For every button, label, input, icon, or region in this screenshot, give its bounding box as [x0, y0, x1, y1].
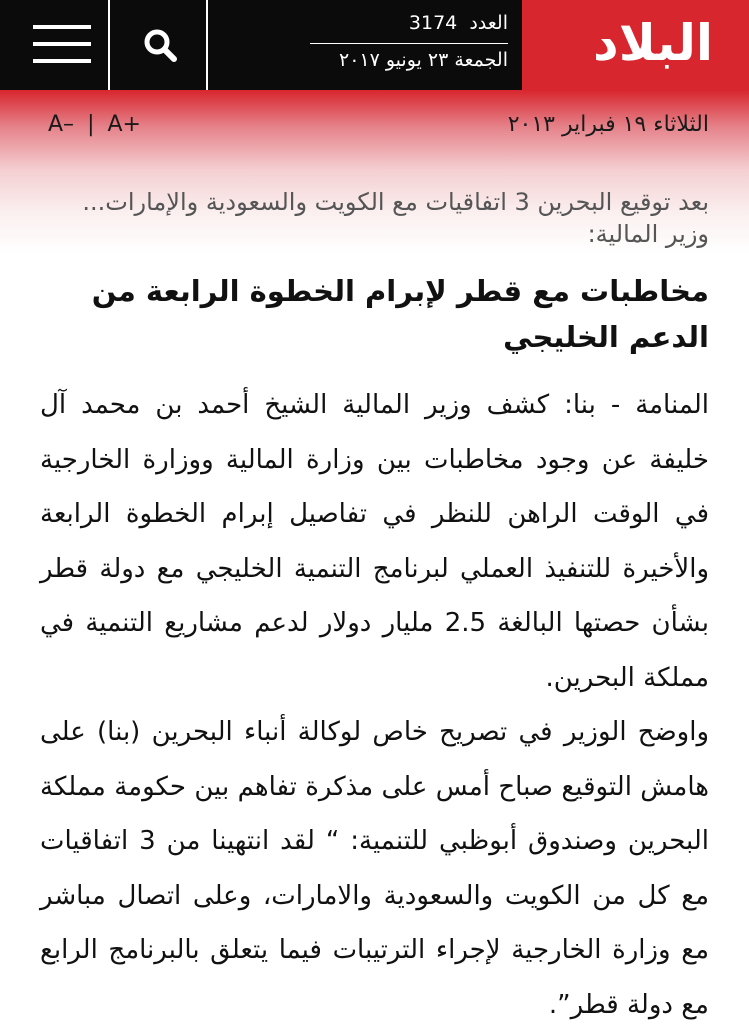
font-decrease-button[interactable]: A– — [48, 112, 75, 137]
font-size-separator: | — [87, 112, 95, 137]
top-header-bar — [0, 0, 749, 90]
article-date: الثلاثاء ١٩ فبراير ٢٠١٣ — [507, 112, 709, 137]
logo-link[interactable] — [522, 0, 749, 90]
issue-date: الجمعة ٢٣ يونيو ٢٠١٧ — [339, 49, 508, 71]
issue-number: 3174 — [408, 12, 458, 34]
search-button[interactable] — [112, 0, 208, 90]
menu-button[interactable] — [0, 0, 110, 90]
font-increase-button[interactable]: A+ — [107, 112, 141, 137]
issue-divider — [310, 43, 508, 44]
issue-info — [210, 0, 522, 90]
issue-label: العدد — [469, 12, 508, 34]
article-headline: مخاطبات مع قطر لإبرام الخطوة الرابعة من الدعم الخليجي — [91, 274, 709, 354]
site-logo: البلاد — [593, 14, 713, 72]
font-size-controls — [48, 112, 141, 137]
article-kicker: بعد توقيع البحرين 3 اتفاقيات مع الكويت والسعودية والإمارات... وزير المالية: — [82, 188, 709, 248]
issue-number-line — [409, 12, 508, 34]
article-paragraph: واوضح الوزير في تصريح خاص لوكالة أنباء البحرين (بنا) على هامش التوقيع صباح أمس على مذكرة تفاهم بين حكومة مملكة البحرين وصندوق أبوظبي للتنمية: “ لقد انتهينا من 3 اتفاقيات مع كل من الكويت والسعودية والامارات، وعلى اتصال مباشر مع وزارة الخارجية لإجراء الترتيبات فيما يتعلق بالبرنامج الرابع مع دولة قطر”. — [40, 717, 709, 1020]
article-body — [40, 378, 709, 1029]
article-paragraph: المنامة - بنا: كشف وزير المالية الشيخ أحمد بن محمد آل خليفة عن وجود مخاطبات بين وزارة المالية ووزارة الخارجية في الوقت الراهن للنظر في تفاصيل إبرام الخطوة الرابعة والأخيرة للتنفيذ العملي لبرنامج التنمية الخليجي مع دولة قطر بشأن حصتها البالغة 2.5 مليار دولار لدعم مشاريع التنمية في مملكة البحرين. — [40, 390, 709, 693]
search-icon — [143, 28, 177, 62]
